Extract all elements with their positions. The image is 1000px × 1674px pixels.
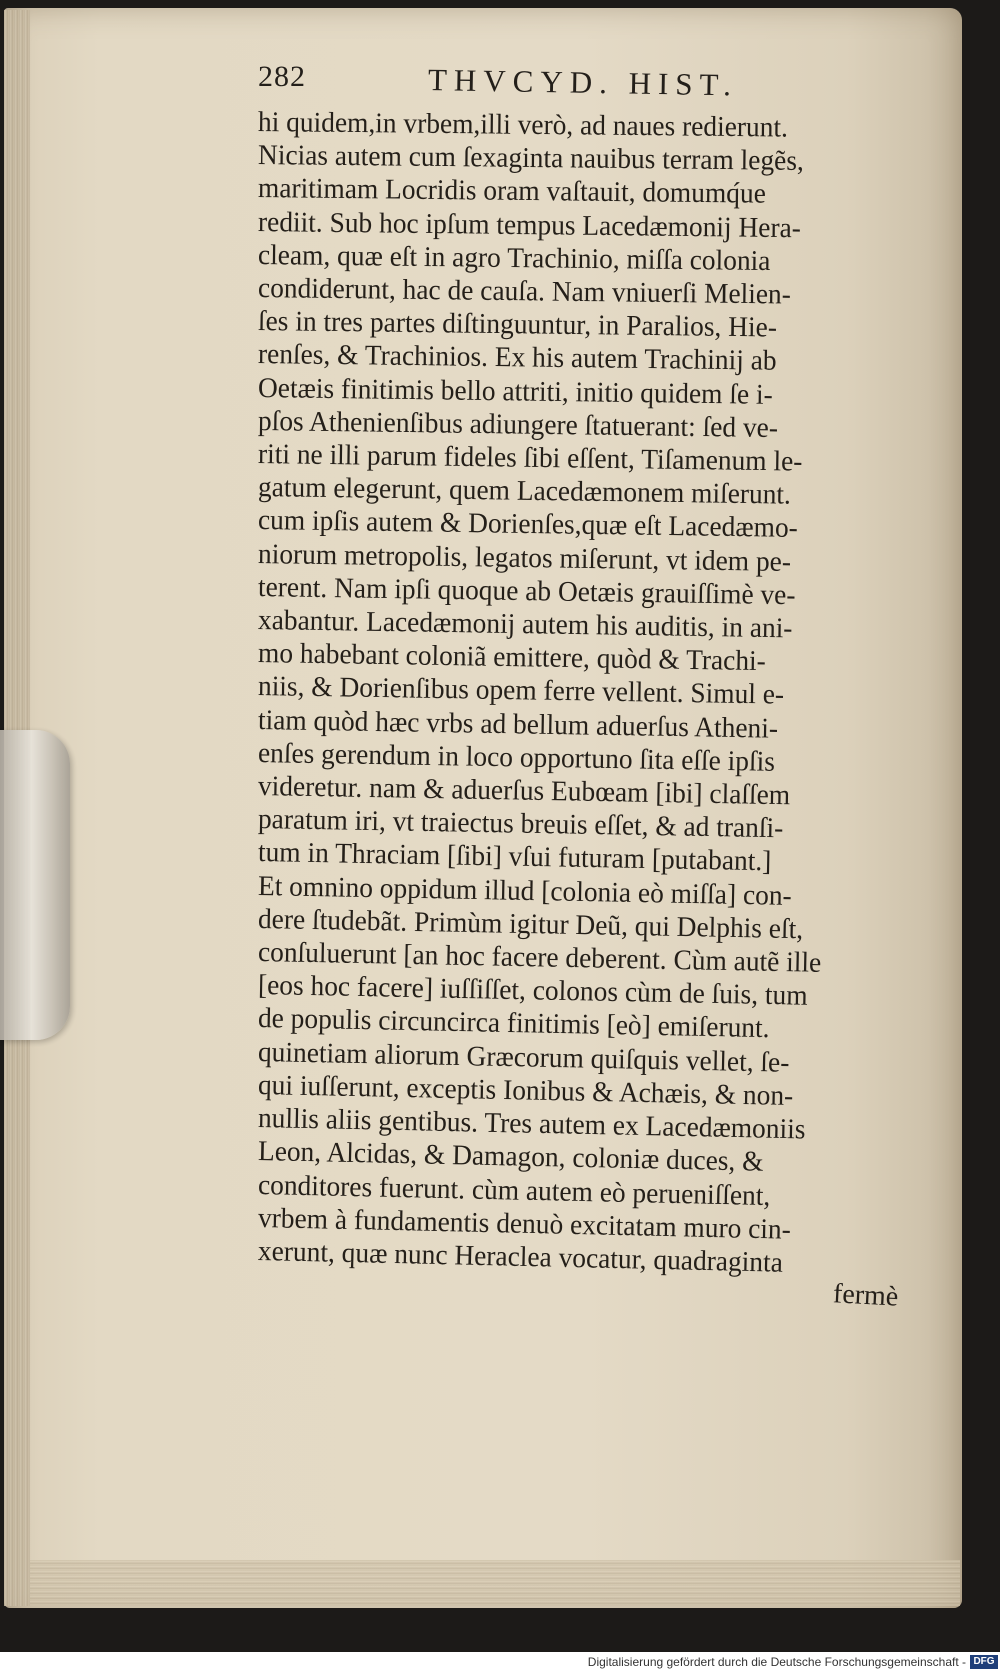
text-line: Oetæis finitimis bello attriti, initio quidem ſe i- — [257, 372, 773, 411]
text-line: xabantur. Lacedæmonij autem his auditis, in ani- — [257, 605, 793, 645]
text-line: Et omnino oppidum illud [colonia eò miſſa] con- — [257, 870, 792, 912]
text-line: vrbem à fundamentis denuò excitatam muro cin- — [257, 1202, 792, 1246]
text-line: paratum iri, vt traiectus breuis eſſet, & ad tranſi- — [257, 804, 784, 845]
footer-credit: Digitalisierung gefördert durch die Deutsche Forschungsgemeinschaft - — [587, 1655, 966, 1669]
text-block — [257, 106, 923, 1279]
text-line: maritimam Locridis oram vaſtauit, domumq́ue — [257, 173, 767, 211]
text-line: riti ne illi parum fideles ſibi eſſent, Tiſamenum le- — [257, 439, 803, 478]
text-line: condiderunt, hac de cauſa. Nam vniuerſi Melien- — [257, 273, 792, 311]
text-line: conſuluerunt [an hoc facere deberent. Cùm autẽ ille — [257, 937, 822, 979]
text-line: niorum metropolis, legatos miſerunt, vt idem pe- — [257, 538, 792, 578]
catchword: fermè — [832, 1278, 900, 1313]
text-line: tiam quòd hæc vrbs ad bellum aduerſus Atheni- — [257, 704, 779, 745]
text-line: xerunt, quæ nunc Heraclea vocatur, quadraginta — [257, 1235, 784, 1279]
text-line: enſes gerendum in loco opportuno ſita eſſe ipſis — [257, 737, 776, 778]
text-line: [eos hoc facere] iuſſiſſet, colonos cùm de ſuis, tum — [257, 970, 808, 1013]
text-line: quinetiam aliorum Græcorum quiſquis vellet, ſe- — [257, 1036, 790, 1079]
text-line: nullis aliis gentibus. Tres autem ex Lacedæmoniis — [257, 1103, 806, 1146]
text-line: cleam, quæ eſt in agro Trachinio, miſſa colonia — [257, 239, 771, 277]
text-line: ſes in tres partes diſtinguuntur, in Paralios, Hie- — [257, 306, 778, 344]
page-header — [258, 60, 818, 110]
glass-clip — [0, 730, 70, 1040]
page-number: 282 — [258, 60, 306, 93]
text-line: Leon, Alcidas, & Damagon, coloniæ duces, & — [257, 1136, 764, 1179]
text-line: terent. Nam ipſi quoque ab Oetæis grauiſſimè ve- — [257, 571, 796, 612]
text-line: gatum elegerunt, quem Lacedæmonem miſerunt. — [257, 472, 792, 511]
text-line: hi quidem,in vrbem,illi verò, ad naues redierunt. — [257, 107, 789, 144]
text-line: cum ipſis autem & Dorienſes,quæ eſt Lacedæmo- — [257, 505, 799, 545]
text-line: tum in Thraciam [ſibi] vſui futuram [putabant.] — [257, 837, 772, 878]
page-edges-bottom — [30, 1560, 960, 1606]
text-line: rediit. Sub hoc ipſum tempus Lacedæmonij Hera- — [257, 206, 802, 244]
text-line: niis, & Dorienſibus opem ferre vellent. Simul e- — [257, 671, 785, 712]
running-head: THVCYD. HIST. — [427, 62, 739, 103]
text-line: de populis circuncirca finitimis [eò] emiſerunt. — [257, 1003, 770, 1045]
text-line: videretur. nam & aduerſus Eubœam [ibi] claſſem — [257, 771, 791, 812]
text-line: dere ſtudebãt. Primùm igitur Deũ, qui Delphis eſt, — [257, 903, 804, 946]
text-line: qui iuſſerunt, exceptis Ionibus & Achæis, & non- — [257, 1069, 794, 1112]
dfg-logo: DFG — [970, 1655, 998, 1669]
text-line: renſes, & Trachinios. Ex his autem Trachinij ab — [257, 339, 777, 378]
text-line: mo habebant coloniã emittere, quòd & Trachi- — [257, 638, 767, 678]
footer-bar — [0, 1652, 1000, 1674]
text-line: conditores fuerunt. cùm autem eò perueniſſent, — [257, 1169, 771, 1212]
text-line: pſos Athenienſibus adiungere ſtatuerant: ſed ve- — [257, 405, 779, 444]
text-line: Nicias autem cum ſexaginta nauibus terram legẽs, — [257, 140, 805, 178]
